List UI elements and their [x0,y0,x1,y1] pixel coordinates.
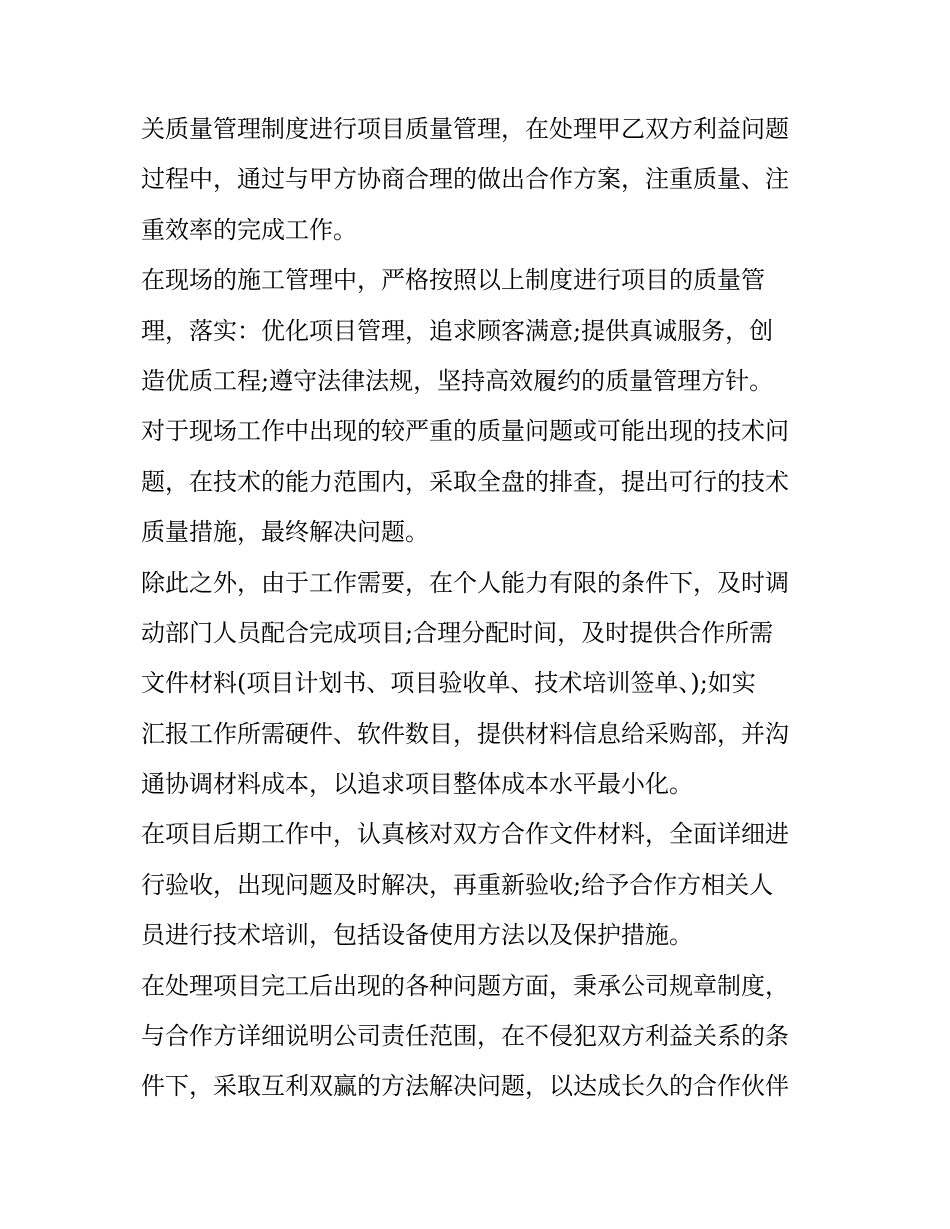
text-line: 汇报工作所需硬件、软件数目，提供材料信息给采购部，并沟 [141,719,789,748]
text-line: 在现场的施工管理中，严格按照以上制度进行项目的质量管 [141,266,765,295]
text-line: 对于现场工作中出现的较严重的质量问题或可能出现的技术问 [141,417,789,446]
document-body-text [141,104,821,1112]
text-line: 关质量管理制度进行项目质量管理，在处理甲乙双方利益问题 [141,115,789,143]
text-line: 造优质工程;遵守法律法规，坚持高效履约的质量管理方针。 [141,366,774,395]
text-line: 文件材料(项目计划书、项目验收单、技术培训签单、);如实 [141,669,756,698]
text-line: 质量措施，最终解决问题。 [141,518,429,547]
text-line: 员进行技术培训，包括设备使用方法以及保护措施。 [141,921,693,950]
text-line: 理，落实：优化项目管理，追求顾客满意;提供真诚服务，创 [141,316,774,345]
text-line: 件下，采取互利双赢的方法解决问题，以达成长久的合作伙伴 [141,1072,789,1101]
text-line: 除此之外，由于工作需要，在个人能力有限的条件下，及时调 [141,568,789,597]
text-line: 行验收，出现问题及时解决，再重新验收;给予合作方相关人 [141,870,774,899]
text-line: 过程中，通过与甲方协商合理的做出合作方案，注重质量、注 [141,165,789,194]
text-line: 动部门人员配合完成项目;合理分配时间，及时提供合作所需 [141,618,774,647]
text-line: 在项目后期工作中，认真核对双方合作文件材料，全面详细进 [141,820,789,849]
text-line: 题，在技术的能力范围内，采取全盘的排查，提出可行的技术 [141,467,789,496]
text-line: 通协调材料成本，以追求项目整体成本水平最小化。 [141,770,693,799]
text-line: 与合作方详细说明公司责任范围，在不侵犯双方利益关系的条 [141,1022,789,1051]
text-line: 重效率的完成工作。 [141,215,357,244]
text-line: 在处理项目完工后出现的各种问题方面，秉承公司规章制度， [141,971,789,1000]
